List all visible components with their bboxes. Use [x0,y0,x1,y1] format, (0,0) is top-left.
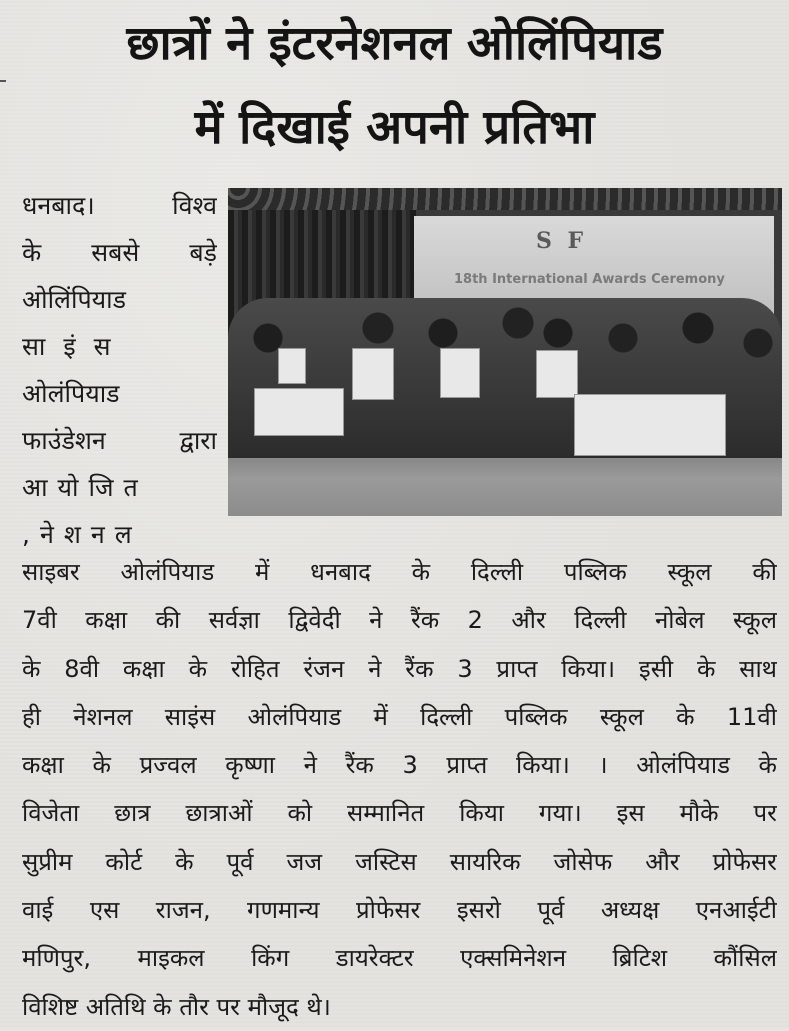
full-width-body [22,548,777,1031]
narrow-line: ओलिंपियाड [22,285,127,314]
curtain-valance [228,188,782,210]
narrow-line: के सबसे बड़े [22,238,217,267]
body-line: कक्षा के प्रज्वल कृष्णा ने रैंक 3 प्राप्त किया। । ओलंपियाड के [22,751,777,780]
body-line: ही नेशनल साइंस ओलंपियाड में दिल्ली पब्लिक स्कूल के 11वी [22,702,777,731]
body-line: 7वी कक्षा की सर्वज्ञा द्विवेदी ने रैंक 2 और दिल्ली नोबेल स्कूल [22,606,777,635]
banner-caption: 18th International Awards Ceremony [454,272,725,287]
body-line: मणिपुर, माइकल किंग डायरेक्टर एक्समिनेशन ब्रिटिश कौंसिल [22,944,777,973]
headline-line-2: में दिखाई अपनी प्रतिभा [194,100,595,155]
certificate [536,350,578,398]
body-line: सुप्रीम कोर्ट के पूर्व जज जस्टिस सायरिक जोसेफ और प्रोफेसर [22,847,777,876]
certificate-board [574,394,726,456]
narrow-line: फाउंडेशन द्वारा [22,426,217,455]
sof-logo: S F [536,228,588,254]
body-line: के 8वी कक्षा के रोहित रंजन ने रैंक 3 प्राप्त किया। इसी के साथ [22,654,777,683]
narrow-line: साइंस [22,332,129,361]
body-line: साइबर ओलंपियाड में धनबाद के दिल्ली पब्लिक स्कूल की [22,558,777,586]
award-ceremony-photo [228,188,782,516]
certificate [278,348,306,384]
narrow-column [22,182,217,558]
margin-mark [0,80,6,82]
certificate-board [254,388,344,436]
body-line: विशिष्ट अतिथि के तौर पर मौजूद थे। [22,992,331,1021]
headline-line-1: छात्रों ने इंटरनेशनल ओलिंपियाड [126,16,663,71]
body-line: विजेता छात्र छात्राओं को सम्मानित किया गया। इस मौके पर [22,799,777,828]
narrow-line: धनबाद। विश्व [22,191,217,220]
narrow-line: ,नेशनल [22,520,142,549]
certificate [440,348,480,398]
narrow-line: आयोजित [22,473,148,502]
narrow-line: ओलंपियाड [22,379,120,408]
body-line: वाई एस राजन, गणमान्य प्रोफेसर इसरो पूर्व अध्यक्ष एनआईटी [22,896,777,925]
certificate [352,348,394,400]
